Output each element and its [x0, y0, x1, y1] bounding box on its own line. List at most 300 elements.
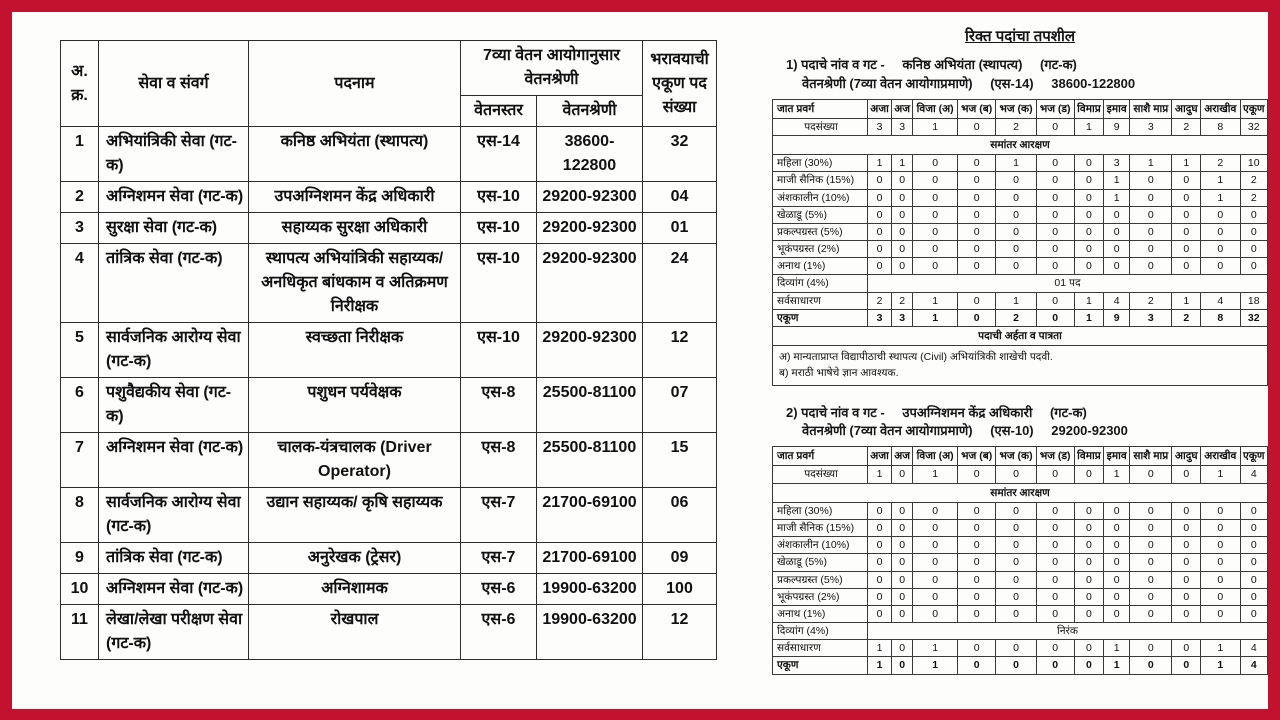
- qualification-header-row: [773, 326, 1268, 345]
- value-cell: 0: [892, 241, 913, 258]
- serial-cell: 10: [61, 574, 99, 605]
- value-cell: 1: [1074, 292, 1104, 309]
- section-gap: [772, 386, 1268, 404]
- value-cell: 1: [1104, 466, 1130, 483]
- category-label-cell: एकूण: [773, 309, 868, 326]
- column-header: भज (ड): [1036, 99, 1074, 118]
- value-cell: 0: [868, 258, 892, 275]
- vacancy-table-row: [773, 258, 1268, 275]
- value-cell: 3: [868, 309, 892, 326]
- value-cell: 0: [892, 172, 913, 189]
- service-table-row: [61, 433, 717, 488]
- vacancy-table-slot-1: [772, 99, 1268, 386]
- col-post-header: पदनाम: [249, 41, 461, 127]
- value-cell: 0: [1104, 571, 1130, 588]
- column-header: अराखीव: [1201, 99, 1240, 118]
- value-cell: 0: [996, 258, 1037, 275]
- category-label-cell: भूकंपग्रस्त (2%): [773, 241, 868, 258]
- total-posts-cell: 12: [643, 323, 717, 378]
- pay-scale-cell: 21700-69100: [537, 543, 643, 574]
- value-cell: 0: [1104, 241, 1130, 258]
- value-cell: 0: [892, 223, 913, 240]
- value-cell: 0: [868, 172, 892, 189]
- value-cell: 4: [1240, 640, 1268, 657]
- service-table-row: [61, 213, 717, 244]
- value-cell: 2: [1240, 189, 1268, 206]
- value-cell: 0: [1036, 466, 1074, 483]
- qualification-notes-cell: [773, 346, 1268, 386]
- value-cell: 1: [1104, 189, 1130, 206]
- value-cell: 0: [996, 537, 1037, 554]
- service-table-row: [61, 182, 717, 213]
- value-cell: 4: [1104, 292, 1130, 309]
- value-cell: 1: [868, 657, 892, 674]
- service-cell: लेखा/लेखा परीक्षण सेवा (गट-क): [99, 605, 249, 660]
- col-payscale-header: वेतनश्रेणी: [537, 96, 643, 127]
- value-cell: 0: [1104, 258, 1130, 275]
- value-cell: 1: [1104, 640, 1130, 657]
- pay-level-cell: एस-8: [461, 378, 537, 433]
- value-cell: 1: [1172, 155, 1201, 172]
- value-cell: 1: [1074, 309, 1104, 326]
- value-cell: 0: [1130, 588, 1172, 605]
- value-cell: 0: [958, 223, 996, 240]
- value-cell: 0: [1104, 605, 1130, 622]
- value-cell: 0: [1074, 605, 1104, 622]
- post-name-line: [786, 404, 1268, 423]
- col-serial-header: अ. क्र.: [61, 41, 99, 127]
- pay-scale-value: 29200-92300: [1051, 423, 1128, 439]
- value-cell: 3: [1130, 309, 1172, 326]
- value-cell: 0: [958, 309, 996, 326]
- vacancy-table-row: [773, 554, 1268, 571]
- serial-cell: 1: [61, 127, 99, 182]
- column-header: भज (क): [996, 447, 1037, 466]
- value-cell: 2: [996, 309, 1037, 326]
- value-cell: 0: [1240, 520, 1268, 537]
- value-cell: 1: [996, 155, 1037, 172]
- pay-scale-cell: 29200-92300: [537, 323, 643, 378]
- post-cell: उद्यान सहाय्यक/ कृषि सहाय्यक: [249, 488, 461, 543]
- pay-level-cell: एस-6: [461, 605, 537, 660]
- value-cell: 0: [1240, 223, 1268, 240]
- value-cell: 0: [1172, 520, 1201, 537]
- value-cell: 2: [1172, 118, 1201, 135]
- value-cell: 0: [1201, 520, 1240, 537]
- value-cell: 0: [868, 241, 892, 258]
- value-cell: 0: [1104, 223, 1130, 240]
- pay-scale-cell: 29200-92300: [537, 213, 643, 244]
- vacancy-table-row: [773, 605, 1268, 622]
- value-cell: 0: [1201, 571, 1240, 588]
- vacancy-table-row: [773, 275, 1268, 292]
- value-cell: 0: [913, 588, 958, 605]
- post-cell: उपअग्निशमन केंद्र अधिकारी: [249, 182, 461, 213]
- value-cell: 0: [892, 258, 913, 275]
- total-posts-cell: 07: [643, 378, 717, 433]
- value-cell: 0: [1036, 554, 1074, 571]
- value-cell: 0: [1104, 206, 1130, 223]
- service-table-row: [61, 488, 717, 543]
- category-label-cell: अनाथ (1%): [773, 258, 868, 275]
- value-cell: 0: [1074, 640, 1104, 657]
- value-cell: 1: [868, 640, 892, 657]
- value-cell: 0: [1036, 155, 1074, 172]
- pay-scale-line: [802, 75, 1268, 94]
- value-cell: 0: [892, 502, 913, 519]
- col-total-header: भरावयाची एकूण पद संख्या: [643, 41, 717, 127]
- post-cell: कनिष्ठ अभियंता (स्थापत्य): [249, 127, 461, 182]
- value-cell: 0: [1074, 223, 1104, 240]
- value-cell: 0: [1172, 502, 1201, 519]
- value-cell: 0: [1074, 466, 1104, 483]
- category-label-cell: पदसंख्या: [773, 118, 868, 135]
- pay-scale-cell: 25500-81100: [537, 378, 643, 433]
- column-header: साशै माप्र: [1130, 99, 1172, 118]
- post-cell: रोखपाल: [249, 605, 461, 660]
- vacancy-table-row: [773, 657, 1268, 674]
- value-cell: 0: [1036, 223, 1074, 240]
- column-header: आदुघ: [1172, 99, 1201, 118]
- value-cell: 0: [1036, 292, 1074, 309]
- column-header: विजा (अ): [913, 99, 958, 118]
- value-cell: 0: [958, 206, 996, 223]
- service-table-row: [61, 127, 717, 182]
- service-cell: सार्वजनिक आरोग्य सेवा (गट-क): [99, 488, 249, 543]
- value-cell: 1: [1074, 118, 1104, 135]
- value-cell: 0: [996, 520, 1037, 537]
- vacancy-table-row: [773, 588, 1268, 605]
- value-cell: 0: [1201, 588, 1240, 605]
- value-cell: 0: [958, 189, 996, 206]
- value-cell: 0: [1201, 223, 1240, 240]
- value-cell: 3: [1104, 155, 1130, 172]
- serial-cell: 11: [61, 605, 99, 660]
- post-cell: स्थापत्य अभियांत्रिकी सहाय्यक/अनधिकृत बांधकाम व अतिक्रमण निरीक्षक: [249, 244, 461, 323]
- value-cell: 0: [1130, 537, 1172, 554]
- value-cell: 3: [868, 118, 892, 135]
- value-cell: 0: [1074, 241, 1104, 258]
- pay-scale-label: वेतनश्रेणी (7व्या वेतन आयोगाप्रमाणे): [802, 75, 973, 91]
- value-cell: 1: [868, 466, 892, 483]
- column-header: आदुघ: [1172, 447, 1201, 466]
- value-cell: 0: [913, 223, 958, 240]
- value-cell: 0: [1172, 640, 1201, 657]
- value-cell: 8: [1201, 309, 1240, 326]
- value-cell: 0: [996, 172, 1037, 189]
- vacancy-table-row: [773, 520, 1268, 537]
- column-header: विमाप्र: [1074, 447, 1104, 466]
- vacancy-table-row: [773, 206, 1268, 223]
- value-cell: 0: [1172, 554, 1201, 571]
- pay-level-cell: एस-6: [461, 574, 537, 605]
- value-cell: 0: [1036, 640, 1074, 657]
- value-cell: 0: [1240, 241, 1268, 258]
- value-cell: 0: [892, 466, 913, 483]
- value-cell: 1: [913, 309, 958, 326]
- value-cell: 0: [913, 172, 958, 189]
- column-header: विजा (अ): [913, 447, 958, 466]
- value-cell: 0: [1036, 657, 1074, 674]
- value-cell: 0: [1074, 657, 1104, 674]
- value-cell: 0: [868, 223, 892, 240]
- serial-cell: 3: [61, 213, 99, 244]
- value-cell: 0: [1201, 537, 1240, 554]
- value-cell: 1: [913, 118, 958, 135]
- value-cell: 0: [913, 537, 958, 554]
- serial-cell: 5: [61, 323, 99, 378]
- value-cell: 0: [1074, 172, 1104, 189]
- post-cell: चालक-यंत्रचालक (Driver Operator): [249, 433, 461, 488]
- service-cell: अग्निशमन सेवा (गट-क): [99, 433, 249, 488]
- category-label-cell: सर्वसाधारण: [773, 292, 868, 309]
- vacancy-table-row: [773, 223, 1268, 240]
- vacancy-table-1: [772, 99, 1268, 386]
- pay-level-cell: एस-10: [461, 323, 537, 378]
- value-cell: 0: [1172, 258, 1201, 275]
- pay-scale-cell: 29200-92300: [537, 244, 643, 323]
- value-cell: 0: [868, 189, 892, 206]
- value-cell: 10: [1240, 155, 1268, 172]
- service-cell: तांत्रिक सेवा (गट-क): [99, 543, 249, 574]
- value-cell: 0: [892, 554, 913, 571]
- column-header: एकूण: [1240, 99, 1268, 118]
- post-name-value: उपअग्निशमन केंद्र अधिकारी: [902, 404, 1033, 420]
- value-cell: 1: [868, 155, 892, 172]
- value-cell: 0: [1240, 258, 1268, 275]
- category-label-cell: खेळाडू (5%): [773, 554, 868, 571]
- value-cell: 0: [1036, 520, 1074, 537]
- value-cell: 0: [913, 571, 958, 588]
- qualification-header-cell: पदाची अर्हता व पात्रता: [773, 326, 1268, 345]
- value-cell: 0: [958, 605, 996, 622]
- value-cell: 0: [892, 189, 913, 206]
- value-cell: 18: [1240, 292, 1268, 309]
- column-header: जात प्रवर्ग: [773, 99, 868, 118]
- value-cell: 0: [1036, 172, 1074, 189]
- value-cell: 0: [1240, 554, 1268, 571]
- value-cell: 0: [913, 605, 958, 622]
- vacancy-table-row: [773, 136, 1268, 155]
- value-cell: 0: [1240, 502, 1268, 519]
- column-header: भज (ड): [1036, 447, 1074, 466]
- value-cell: 8: [1201, 118, 1240, 135]
- pay-level-cell: एस-14: [461, 127, 537, 182]
- value-cell: 0: [996, 640, 1037, 657]
- value-cell: 0: [913, 502, 958, 519]
- value-cell: 0: [958, 466, 996, 483]
- service-table-row: [61, 543, 717, 574]
- value-cell: 32: [1240, 118, 1268, 135]
- value-cell: 0: [1036, 502, 1074, 519]
- span-value-cell: निरंक: [868, 623, 1268, 640]
- value-cell: 0: [958, 241, 996, 258]
- pay-scale-cell: 19900-63200: [537, 605, 643, 660]
- service-table-row: [61, 244, 717, 323]
- span-value-cell: 01 पद: [868, 275, 1268, 292]
- service-cell: अग्निशमन सेवा (गट-क): [99, 574, 249, 605]
- value-cell: 0: [1130, 640, 1172, 657]
- column-header: अराखीव: [1201, 447, 1240, 466]
- post-cell: स्वच्छता निरीक्षक: [249, 323, 461, 378]
- vacancy-table-row: [773, 292, 1268, 309]
- value-cell: 2: [1130, 292, 1172, 309]
- vacancy-section-2: [772, 404, 1268, 675]
- value-cell: 0: [958, 657, 996, 674]
- value-cell: 0: [1240, 605, 1268, 622]
- total-posts-cell: 06: [643, 488, 717, 543]
- post-name-label: 2) पदाचे नांव व गट -: [786, 404, 885, 420]
- post-group-value: (गट-क): [1040, 57, 1077, 72]
- value-cell: 0: [892, 605, 913, 622]
- value-cell: 0: [1130, 206, 1172, 223]
- vacancy-table-row: [773, 309, 1268, 326]
- value-cell: 0: [1036, 537, 1074, 554]
- value-cell: 0: [892, 571, 913, 588]
- value-cell: 1: [1201, 466, 1240, 483]
- value-cell: 0: [1130, 241, 1172, 258]
- pay-level-cell: एस-10: [461, 182, 537, 213]
- value-cell: 0: [958, 537, 996, 554]
- category-label-cell: अनाथ (1%): [773, 605, 868, 622]
- value-cell: 0: [892, 520, 913, 537]
- value-cell: 3: [892, 118, 913, 135]
- category-label-cell: खेळाडू (5%): [773, 206, 868, 223]
- category-label-cell: अंशकालीन (10%): [773, 189, 868, 206]
- value-cell: 0: [913, 241, 958, 258]
- category-label-cell: सर्वसाधारण: [773, 640, 868, 657]
- value-cell: 2: [1240, 172, 1268, 189]
- value-cell: 0: [996, 588, 1037, 605]
- value-cell: 0: [1130, 605, 1172, 622]
- value-cell: 0: [1172, 571, 1201, 588]
- value-cell: 0: [996, 466, 1037, 483]
- value-cell: 9: [1104, 309, 1130, 326]
- value-cell: 2: [868, 292, 892, 309]
- pay-scale-cell: 25500-81100: [537, 433, 643, 488]
- category-label-cell: भूकंपग्रस्त (2%): [773, 588, 868, 605]
- value-cell: 0: [1240, 571, 1268, 588]
- value-cell: 9: [1104, 118, 1130, 135]
- serial-cell: 8: [61, 488, 99, 543]
- service-cell: सार्वजनिक आरोग्य सेवा (गट-क): [99, 323, 249, 378]
- post-cell: सहाय्यक सुरक्षा अधिकारी: [249, 213, 461, 244]
- value-cell: 0: [1172, 657, 1201, 674]
- total-posts-cell: 01: [643, 213, 717, 244]
- value-cell: 2: [892, 292, 913, 309]
- value-cell: 0: [1036, 241, 1074, 258]
- value-cell: 0: [1036, 189, 1074, 206]
- value-cell: 0: [958, 571, 996, 588]
- value-cell: 0: [996, 571, 1037, 588]
- value-cell: 0: [892, 657, 913, 674]
- value-cell: 3: [1130, 118, 1172, 135]
- value-cell: 0: [1172, 241, 1201, 258]
- post-cell: अनुरेखक (ट्रेसर): [249, 543, 461, 574]
- qualification-note: अ) मान्यताप्राप्त विद्यापीठाची स्थापत्य (Civil) अभियांत्रिकी शाखेची पदवी.: [779, 351, 1053, 364]
- value-cell: 0: [1130, 657, 1172, 674]
- value-cell: 0: [1130, 520, 1172, 537]
- value-cell: 0: [1240, 206, 1268, 223]
- value-cell: 0: [892, 206, 913, 223]
- category-label-cell: प्रकल्पग्रस्त (5%): [773, 223, 868, 240]
- value-cell: 0: [958, 118, 996, 135]
- value-cell: 0: [958, 155, 996, 172]
- pay-scale-value: 38600-122800: [1051, 75, 1136, 91]
- category-label-cell: दिव्यांग (4%): [773, 623, 868, 640]
- value-cell: 0: [996, 206, 1037, 223]
- value-cell: 0: [1172, 588, 1201, 605]
- value-cell: 0: [1104, 537, 1130, 554]
- section-span-cell: समांतर आरक्षण: [773, 136, 1268, 155]
- pay-scale-cell: 21700-69100: [537, 488, 643, 543]
- service-table-row: [61, 574, 717, 605]
- value-cell: 0: [913, 520, 958, 537]
- value-cell: 0: [1172, 206, 1201, 223]
- value-cell: 0: [958, 640, 996, 657]
- value-cell: 0: [958, 554, 996, 571]
- value-cell: 0: [1172, 223, 1201, 240]
- service-table: [60, 40, 717, 660]
- serial-cell: 9: [61, 543, 99, 574]
- value-cell: 0: [996, 554, 1037, 571]
- post-group-value: (गट-क): [1049, 404, 1087, 420]
- value-cell: 0: [1074, 155, 1104, 172]
- value-cell: 0: [913, 206, 958, 223]
- pay-level-cell: एस-7: [461, 488, 537, 543]
- column-header: जात प्रवर्ग: [773, 447, 868, 466]
- value-cell: 0: [1104, 588, 1130, 605]
- value-cell: 0: [1201, 605, 1240, 622]
- value-cell: 0: [1130, 223, 1172, 240]
- value-cell: 3: [892, 309, 913, 326]
- value-cell: 0: [868, 206, 892, 223]
- pay-scale-line: [802, 422, 1268, 441]
- value-cell: 0: [892, 537, 913, 554]
- value-cell: 0: [1201, 554, 1240, 571]
- value-cell: 0: [892, 640, 913, 657]
- value-cell: 1: [1201, 172, 1240, 189]
- qualification-note: ब) मराठी भाषेचे ज्ञान आवश्यक.: [779, 367, 899, 380]
- value-cell: 0: [1172, 172, 1201, 189]
- column-header: इमाव: [1104, 99, 1130, 118]
- column-header: इमाव: [1104, 447, 1130, 466]
- vacancy-table-header-row: [773, 447, 1268, 466]
- serial-cell: 2: [61, 182, 99, 213]
- service-table-row: [61, 378, 717, 433]
- category-label-cell: दिव्यांग (4%): [773, 275, 868, 292]
- value-cell: 0: [1240, 588, 1268, 605]
- category-label-cell: पदसंख्या: [773, 466, 868, 483]
- value-cell: 2: [996, 118, 1037, 135]
- value-cell: 1: [892, 155, 913, 172]
- value-cell: 0: [1172, 189, 1201, 206]
- value-cell: 0: [868, 588, 892, 605]
- vacancy-table-row: [773, 241, 1268, 258]
- pay-level-cell: एस-10: [461, 244, 537, 323]
- value-cell: 0: [1036, 571, 1074, 588]
- vacancy-table-row: [773, 189, 1268, 206]
- vacancy-table-row: [773, 466, 1268, 483]
- value-cell: 0: [868, 502, 892, 519]
- post-cell: पशुधन पर्यवेक्षक: [249, 378, 461, 433]
- vacancy-table-row: [773, 571, 1268, 588]
- vacancy-section-1: [772, 56, 1268, 386]
- value-cell: 1: [913, 466, 958, 483]
- total-posts-cell: 12: [643, 605, 717, 660]
- column-header: एकूण: [1240, 447, 1268, 466]
- value-cell: 1: [1201, 657, 1240, 674]
